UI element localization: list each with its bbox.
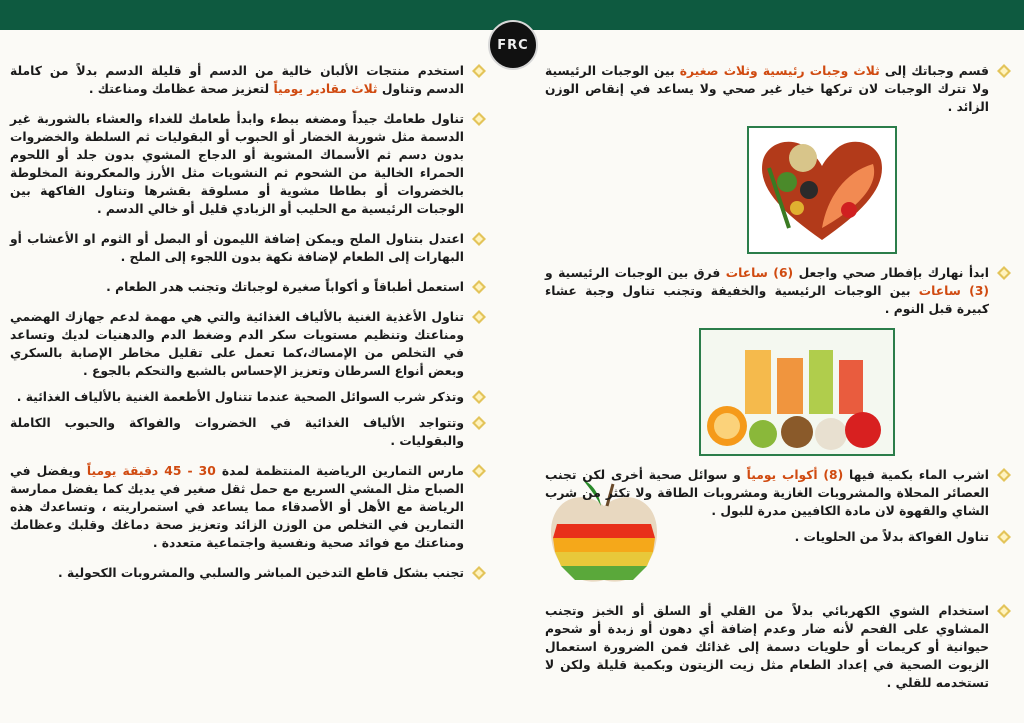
left-column — [10, 62, 490, 582]
tip-fluids: وتذكر شرب السوائل الصحية عندما تتناول الأطعمة الغنية بالألياف الغذائية . — [10, 388, 490, 406]
tip-grilling: استخدام الشوي الكهربائي بدلاً من القلي أو السلق أو الخبز وتجنب المشاوي على الفحم لأنه ضار وعدم إضافة أي دهون أو زبدة أو شحوم حيوانية أو كريمات أو حلويات دسمة إلى غذائك فمن الضرورة استعمال الزيوت الصحية في إعداد الطعام مثل زيت الزيتون وبكمية قليلة ولكن لا تستخدمه للقلي . — [545, 602, 1015, 692]
tip-smoking: تجنب بشكل قاطع التدخين المباشر والسلبي والمشروبات الكحولية . — [10, 564, 490, 582]
diamond-bullet-icon — [472, 566, 486, 580]
tip-fiber: تناول الأغذية الغنية بالألياف الغذائية والتي هي مهمة لدعم جهازك الهضمي ومناعتك وتنظيم مستويات سكر الدم وضغط الدم والدهنيات لديك وتساعد في التخلص من الإمساك،كما تعمل على تقليل مخاطر الإصابة بالسكري وبعض أنواع السرطان وتعزيز الإحساس بالشبع والتحكم بالجوع . — [10, 308, 490, 380]
tip-fiber-sources: وتتواجد الألياف الغذائية في الخضروات والفواكة والحبوب الكاملة والبقوليات . — [10, 414, 490, 450]
tip-fruit: تناول الفواكة بدلاً من الحلويات . — [699, 528, 1015, 546]
tip-exercise: مارس التمارين الرياضية المنتظمة لمدة 30 - 45 دقيقة يومياً ويفضل في الصباح مثل المشي السريع مع حمل ثقل صغير في يديك كما يفضل ممارسة الرياضة مع الأهل أو الأصدقاء مما يساعد في استمراريته ، وتساعدك هذه التمارين في التخلص من الوزن الزائد وتعزيز صحة دماغك وقلبك وعظامك ومناعتك مع فوائد صحية ونفسية واجتماعية متعددة . — [10, 462, 490, 552]
diamond-bullet-icon — [472, 232, 486, 246]
diamond-bullet-icon — [472, 280, 486, 294]
tip-salt: اعتدل بتناول الملح ويمكن إضافة الليمون أو البصل أو الثوم او الأعشاب أو البهارات إلى الطعام لإضافة نكهة بدون اللجوء إلى الملح . — [10, 230, 490, 266]
diamond-bullet-icon — [472, 310, 486, 324]
tip-meals: قسم وجباتك إلى ثلاث وجبات رئيسية وثلاث صغيرة بين الوجبات الرئيسية ولا تترك الوجبات لان تركها خيار غير صحي ولا يساعد في إنقاص الوزن الزائد . — [545, 62, 1015, 116]
heart-food-image — [747, 126, 897, 254]
frc-logo — [488, 20, 538, 70]
diamond-bullet-icon — [472, 464, 486, 478]
tip-dairy: استخدم منتجات الألبان خالية من الدسم أو قليلة الدسم بدلاً من كاملة الدسم وتناول ثلاث مقادير يومياً لتعزيز صحة عظامك ومناعتك . — [10, 62, 490, 98]
diamond-bullet-icon — [472, 390, 486, 404]
tip-chewing: تناول طعامك جيداً ومضغه ببطء وابدأ طعامك للغداء والعشاء بالشوربة غير الدسمة مثل شوربة الخضار أو الحبوب أو البقوليات ثم السلطة والخضروات بدون دسم ثم الأسماك المشوية أو الدجاج المشوي بدون جلد أو اللحوم الحمراء الخالية من الشحوم ثم النشويات مثل الأرز والمعكرونة المخلوطة بالخضروات أو بطاطا مشوية أو مسلوقة بقشرها وتناول الفاكهة بين الوجبات الرئيسية مع الحليب أو الزبادي قليل أو خالي الدسم . — [10, 110, 490, 218]
tip-small-plates: استعمل أطباقاً و أكواباً صغيرة لوجباتك وتجنب هدر الطعام . — [10, 278, 490, 296]
juice-icon — [701, 330, 893, 454]
diamond-bullet-icon — [997, 468, 1011, 482]
heart-food-icon — [749, 128, 895, 252]
diamond-bullet-icon — [472, 416, 486, 430]
diamond-bullet-icon — [997, 530, 1011, 544]
diamond-bullet-icon — [997, 64, 1011, 78]
diamond-bullet-icon — [472, 64, 486, 78]
diamond-bullet-icon — [472, 112, 486, 126]
right-column — [545, 62, 1015, 692]
logo-text: FRC — [497, 37, 529, 53]
juice-fruit-image — [699, 328, 895, 456]
diamond-bullet-icon — [997, 604, 1011, 618]
tip-breakfast: ابدأ نهارك بإفطار صحي واجعل (6) ساعات فرق بين الوجبات الرئيسية و (3) ساعات بين الوجبات الرئيسية والخفيفة وتجنب تناول وجبة عشاء كبيرة قبل النوم . — [545, 264, 1015, 318]
tip-water: اشرب الماء بكمية فيها (8) أكواب يومياً و سوائل صحية أخرى لكن تجنب العصائر المحلاة والمشروبات الغازية ومشروبات الطاقة ولا تكثر من شرب الشاي والقهوة لان مادة الكافيين مدرة للبول . — [545, 466, 1015, 520]
diamond-bullet-icon — [997, 266, 1011, 280]
